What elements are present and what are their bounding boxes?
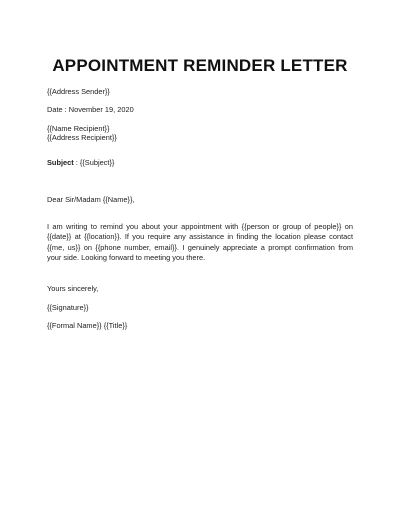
address-sender: {{Address Sender}} <box>47 87 110 96</box>
signature: {{Signature}} <box>47 303 89 312</box>
salutation: Dear Sir/Madam {{Name}}, <box>47 195 135 204</box>
closing: Yours sincerely, <box>47 284 99 293</box>
letter-body: I am writing to remind you about your appointment with {{person or group of people}} on {{date}} at {{location}}. If you require any assistance in finding the location please contact {{me, us}} on {{phone number, email}}. I genuinely appreciate a prompt confirmation from your side. Looking forward to meeting you there. <box>47 222 353 263</box>
subject-line <box>47 158 114 167</box>
formal-name-title: {{Formal Name}} {{Title}} <box>47 321 128 330</box>
name-recipient: {{Name Recipient}} <box>47 124 110 133</box>
subject-label: Subject <box>47 158 74 167</box>
address-recipient: {{Address Recipient}} <box>47 133 117 142</box>
letter-title: APPOINTMENT REMINDER LETTER <box>52 56 348 75</box>
subject-value: : {{Subject}} <box>73 158 115 167</box>
date-line: Date : November 19, 2020 <box>47 105 134 114</box>
